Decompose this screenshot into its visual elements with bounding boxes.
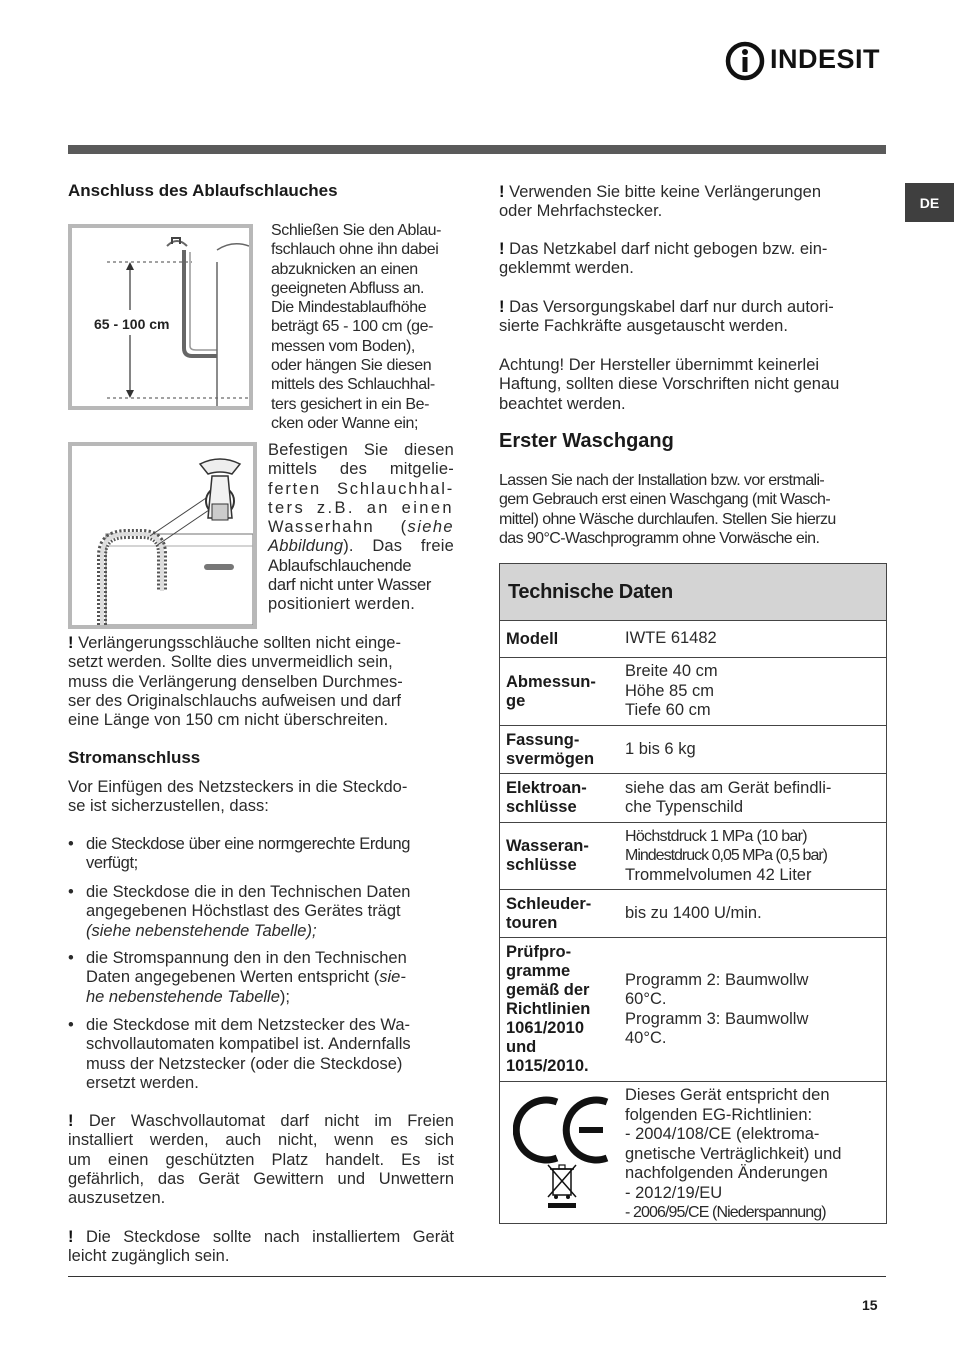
list-item: • die Steckdose mit dem Netzstecker des Wa- schvollautomaten kompatibel ist. Andernfalls muss der Netzstecker (oder die Steckdose) ersetzt werden. [68,1016,458,1093]
power-checklist-item-4 [68,1016,458,1093]
warning-no-extensions: ! Verwenden Sie bitte keine Verlängerungen oder Mehrfachstecker. [499,183,821,221]
warning-cable-bent: ! Das Netzkabel darf nicht gebogen bzw. ein- geklemmt werden. [499,240,828,278]
table-row: Abmessun- ge Breite 40 cm Höhe 85 cm Tiefe 60 cm [500,658,886,726]
technical-data-table [499,563,887,1224]
list-item: • die Steckdose die in den Technischen Daten angegebenen Höchstlast des Gerätes trägt (siehe nebenstehende Tabelle); [68,883,458,941]
heading-first-wash: Erster Waschgang [499,430,674,452]
power-checklist [68,835,458,874]
warning-mark: ! [68,1228,74,1246]
warning-cable-replacement: ! Das Versorgungskabel darf nur durch autori- sierte Fachkräfte ausgetauscht werden. [499,298,834,336]
heading-power-connection: Stromanschluss [68,748,201,767]
brand-i-icon [724,40,766,82]
table-row: Prüfpro- gramme gemäß der Richtlinien 1061/2010 und 1015/2010. Programm 2: Baumwollw 60°C. Programm 3: Baumwollw 40°C. [500,938,886,1082]
hose-holder-figure [68,442,257,629]
table-row: Elektroan- schlüsse siehe das am Gerät befindli- che Typenschild [500,774,886,823]
hose-holder-illustration [72,446,253,625]
power-intro: Vor Einfügen des Netzsteckers in die Steckdo- se ist sicherzustellen, dass: [68,778,408,816]
power-checklist-item-3 [68,949,458,1007]
brand-wordmark: INDESIT [770,44,881,74]
liability-notice: Achtung! Der Hersteller übernimmt keinerlei Haftung, sollten diese Vorschriften nicht genau beachtet werden. [499,356,840,413]
page-number: 15 [862,1297,878,1313]
brand-logo [724,40,889,82]
table-row: Modell IWTE 61482 [500,621,886,658]
first-wash-paragraph: Lassen Sie nach der Installation bzw. vor erstmali- gem Gebrauch erst einen Waschgang (mit Wasch- mittel) ohne Wäsche durchlaufen. Stellen Sie hierzu das 90°C-Waschprogramm ohne Vorwäsche ein. [499,472,836,547]
table-row: Dieses Gerät entspricht den folgenden EG-Richtlinien: - 2004/108/CE (elektroma- gnetische Verträglichkeit) und nachfolgenden Änderungen - 2012/19/EU - 2006/95/CE (Niederspannung) [500,1082,886,1223]
list-item: • die Steckdose über eine normgerechte Erdung verfügt; [68,835,458,874]
warning-socket-access: ! Die Steckdose sollte nach installiertem Gerät leicht zugänglich sein. [68,1228,454,1266]
table-row: Schleuder- touren bis zu 1400 U/min. [500,890,886,938]
drain-height-label: 65 - 100 cm [94,316,170,332]
warning-extension-hoses: ! Verlängerungsschläuche sollten nicht einge- setzt werden. Sollte dies unvermeidlich sein, muss die Verlängerung denselben Durchmes- ser des Originalschlauchs aufweisen und darf eine Länge von 150 cm nicht überschreiten. [68,634,403,730]
table-row: Wasseran- schlüsse Höchstdruck 1 MPa (10 bar) Mindestdruck 0,05 MPa (0,5 bar) Trommelvolumen 42 Liter [500,823,886,890]
language-tab: DE [905,183,954,222]
warning-mark: ! [499,298,505,316]
warning-mark: ! [68,634,74,652]
list-item: • die Stromspannung den in den Technischen Daten angegebenen Werten entspricht (sie- he nebenstehende Tabelle); [68,949,458,1007]
heading-drain-hose: Anschluss des Ablaufschlauches [68,181,338,200]
header-rule [68,145,886,154]
drain-paragraph-2: Befestigen Sie diesen mittels des mitgelie- ferten Schlauchhal- ters z.B. an einen Wasserhahn (siehe Abbildung). Das freie Ablaufschlauchende darf nicht unter Wasser positioniert werden. [268,441,454,614]
drain-height-figure [68,224,253,410]
weee-bin-icon [546,1163,578,1209]
warning-mark: ! [499,240,505,258]
warning-outdoor: ! Der Waschvollautomat darf nicht im Freien installiert werden, auch nicht, wenn es sich um einen geschützten Platz handelt. Es ist gefährlich, das Gerät Gewittern und Unwettern auszusetzen. [68,1112,454,1208]
warning-mark: ! [68,1112,74,1130]
drain-paragraph-1: Schließen Sie den Ablau- fschlauch ohne ihn dabei abzuknicken an einen geeigneten Abfluss an. Die Mindestablaufhöhe beträgt 65 - 100 cm (ge- messen vom Boden), oder hängen Sie diesen mittels des Schlauchhal- ters gesichert in ein Be- cken oder Wanne ein; [271,222,442,432]
warning-mark: ! [499,183,505,201]
power-checklist-item-2 [68,883,458,941]
footer-rule [68,1276,886,1277]
table-row: Fassung- svermögen 1 bis 6 kg [500,726,886,774]
table-title: Technische Daten [500,564,886,621]
